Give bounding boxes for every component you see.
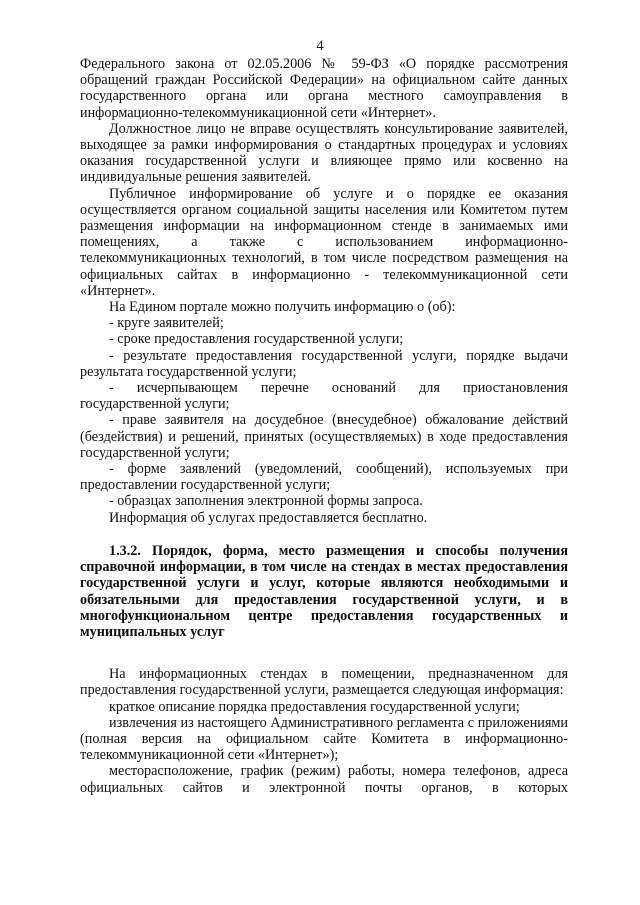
paragraph-portal-intro: На Едином портале можно получить информацию о (об): (109, 299, 456, 316)
paragraph-free-note: Информация об услугах предоставляется бесплатно. (109, 509, 428, 526)
spacer (80, 640, 568, 666)
spacer (80, 526, 568, 543)
list-item: - праве заявителя на досудебное (внесудебное) обжалование действий (бездействия) и решений, принятых (осуществляемых) в ходе предоставления государственной услуги; (80, 412, 568, 461)
stands-items-list (80, 699, 568, 796)
document-body (80, 56, 568, 796)
list-item: извлечения из настоящего Административного регламента с приложениями (полная версия на официальном сайте Комитета в информационно-телекоммуникационной сети «Интернет»); (80, 714, 568, 764)
paragraph-stands-intro: На информационных стендах в помещении, предназначенном для предоставления государственной услуги, размещается следующая информация: (80, 666, 568, 699)
list-item: месторасположение, график (режим) работы, номера телефонов, адреса официальных сайтов и электронной почты органов, в которых (80, 763, 568, 796)
section-heading: 1.3.2. Порядок, форма, место размещения и способы получения справочной информации, в том числе на стендах в местах предоставления государственной услуги и услуг, которые являются необходимыми и обязательными для предоставления государственной услуги, и в многофункциональном центре предоставления государственных и муниципальных услуг (80, 542, 568, 640)
list-item: краткое описание порядка предоставления государственной услуги; (109, 698, 520, 715)
list-item: - образцах заполнения электронной формы запроса. (109, 493, 423, 510)
page-number: 4 (316, 38, 324, 54)
paragraph-official: Должностное лицо не вправе осуществлять консультирование заявителей, выходящее за рамки информирования о стандартных процедурах и условиях оказания государственной услуги и влияющее прямо или косвенно на индивидуальные решения заявителей. (80, 120, 568, 186)
paragraph-intro: Федерального закона от 02.05.2006 № 59-ФЗ «О порядке рассмотрения обращений граждан Российской Федерации» на официальном сайте данных государственного органа или органа местного самоуправления в информационно-телекоммуникационной сети «Интернет». (80, 56, 568, 121)
paragraph-public-info: Публичное информирование об услуге и о порядке ее оказания осуществляется органом социальной защиты населения или Комитетом путем размещения информации на информационном стенде в занимаемых ими помещениях, а также с использованием информационно-телекоммуникационных технологий, в том числе посредством размещения на официальных сайтах в информационно - телекоммуникационной сети «Интернет». (80, 185, 568, 299)
list-item: - форме заявлений (уведомлений, сообщений), используемых при предоставлении государственной услуги; (80, 461, 568, 494)
list-item: - результате предоставления государственной услуги, порядке выдачи результата государственной услуги; (80, 347, 568, 380)
list-item: - исчерпывающем перечне оснований для приостановления государственной услуги; (80, 380, 568, 413)
list-item: - круге заявителей; (109, 315, 224, 332)
list-item: - сроке предоставления государственной услуги; (109, 331, 404, 348)
portal-items-list (80, 315, 568, 509)
